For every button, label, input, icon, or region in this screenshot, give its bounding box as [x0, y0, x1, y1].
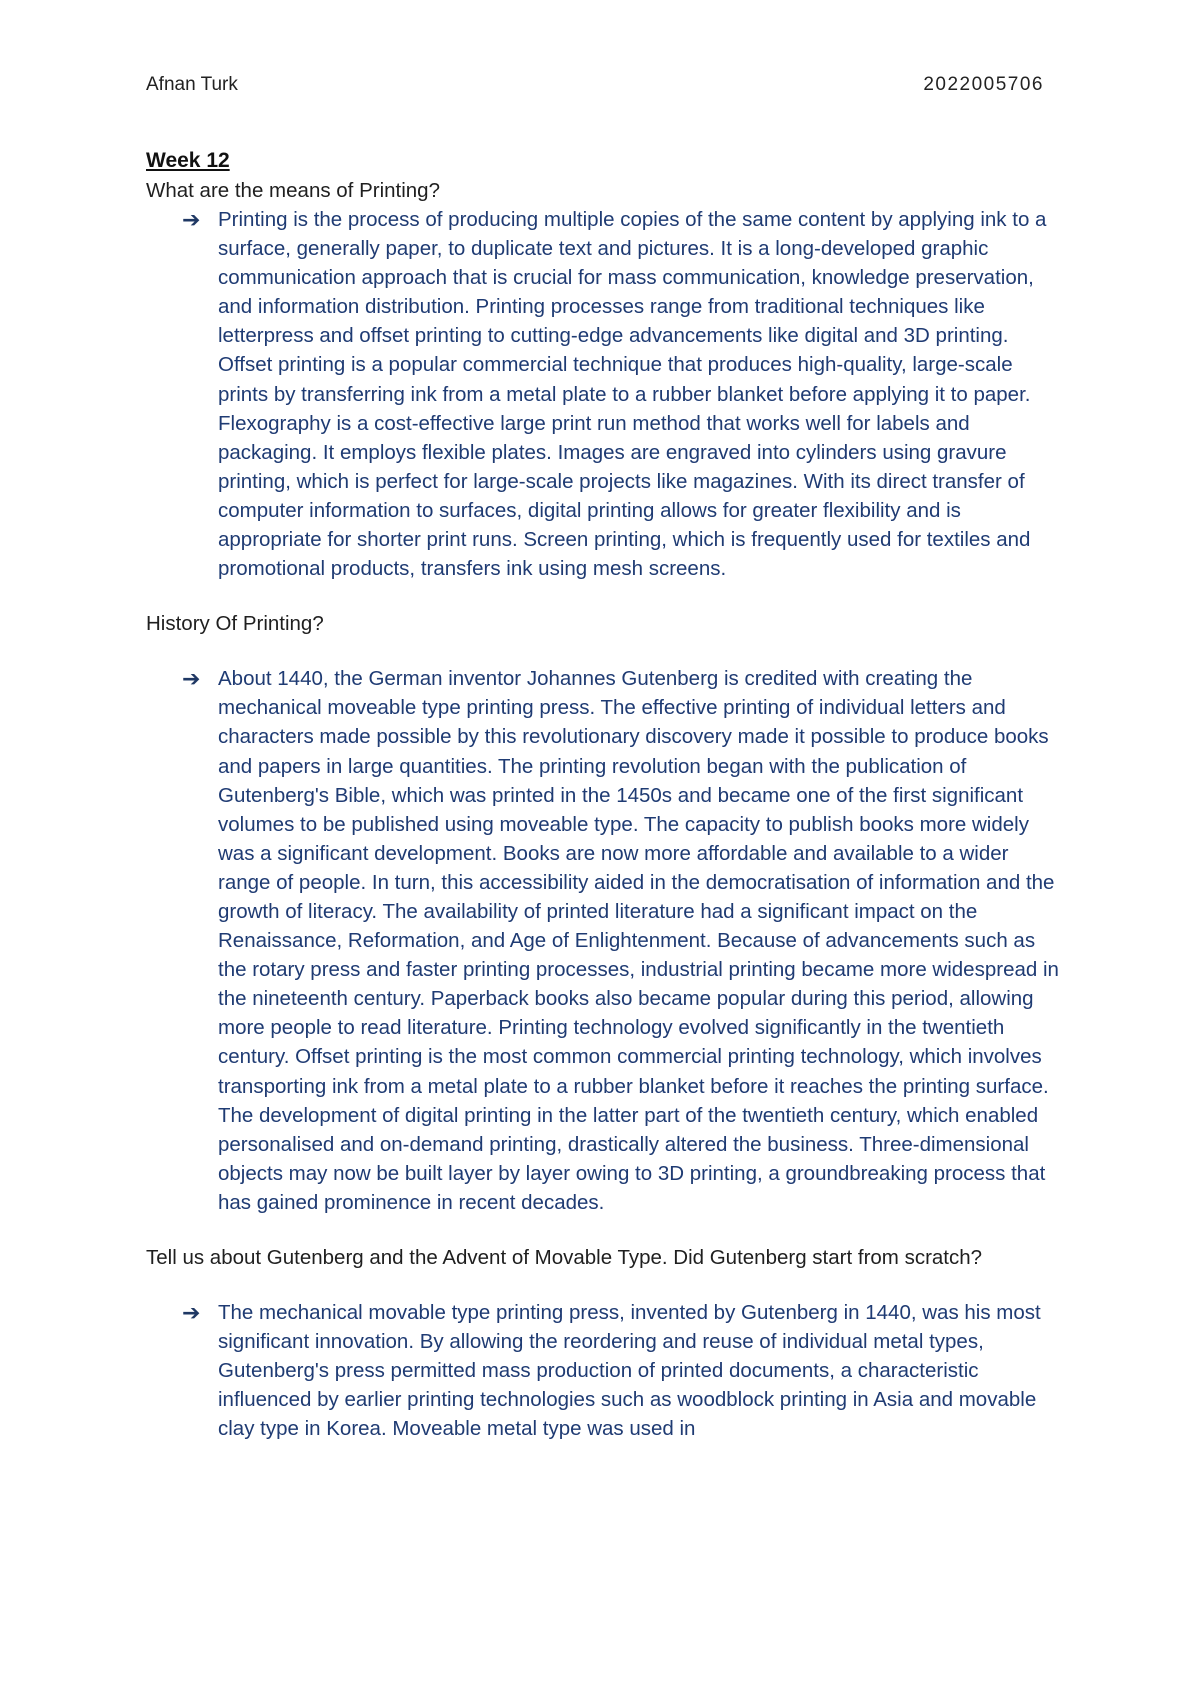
answer-3: The mechanical movable type printing press, invented by Gutenberg in 1440, was his most significant innovation. By allowing the reordering and reuse of individual metal types, Gutenberg's press permitted mass production of printed documents, a characteristic influenced by earlier printing technologies such as woodblock printing in Asia and movable clay type in Korea. Moveable metal type was used in [218, 1301, 1041, 1441]
right-arrow-icon: ➔ [182, 1300, 201, 1325]
header-author: Afnan Turk [146, 74, 238, 95]
right-arrow-icon: ➔ [182, 207, 201, 232]
answer-item-2 [146, 664, 1066, 1217]
question-2: History Of Printing? [146, 612, 324, 636]
header-student-id: 2022005706 [923, 74, 1044, 95]
week-title: Week 12 [146, 149, 230, 172]
answer-item-3 [146, 1298, 1066, 1443]
answer-item-1 [146, 205, 1066, 583]
answer-1: Printing is the process of producing multiple copies of the same content by applying ink to a surface, generally paper, to duplicate text and pictures. It is a long-developed graphic communication approach that is crucial for mass communication, knowledge preservation, and information distribution. Printing processes range from traditional techniques like letterpress and offset printing to cutting-edge advancements like digital and 3D printing. Offset printing is a popular commercial technique that produces high-quality, large-scale prints by transferring ink from a metal plate to a rubber blanket before applying it to paper. Flexography is a cost-effective large print run method that works well for labels and packaging. It employs flexible plates. Images are engraved into cylinders using gravure printing, which is perfect for large-scale projects like magazines. With its direct transfer of computer information to surfaces, digital printing allows for greater flexibility and is appropriate for shorter print runs. Screen printing, which is frequently used for textiles and promotional products, transfers ink using mesh screens. [218, 208, 1047, 581]
answer-2: About 1440, the German inventor Johannes Gutenberg is credited with creating the mechanical moveable type printing press. The effective printing of individual letters and characters made possible by this revolutionary discovery made it possible to produce books and papers in large quantities. The printing revolution began with the publication of Gutenberg's Bible, which was printed in the 1450s and became one of the first significant volumes to be published using moveable type. The capacity to publish books more widely was a significant development. Books are now more affordable and available to a wider range of people. In turn, this accessibility aided in the democratisation of information and the growth of literacy. The availability of printed literature had a significant impact on the Renaissance, Reformation, and Age of Enlightenment. Because of advancements such as the rotary press and faster printing processes, industrial printing became more widespread in the nineteenth century. Paperback books also became popular during this period, allowing more people to read literature. Printing technology evolved significantly in the twentieth century. Offset printing is the most common commercial printing technology, which involves transporting ink from a metal plate to a rubber blanket before it reaches the printing surface. The development of digital printing in the latter part of the twentieth century, which enabled personalised and on-demand printing, drastically altered the business. Three-dimensional objects may now be built layer by layer owing to 3D printing, a groundbreaking process that has gained prominence in recent decades. [218, 667, 1059, 1214]
right-arrow-icon: ➔ [182, 666, 201, 692]
document-body [146, 146, 1066, 1443]
question-3: Tell us about Gutenberg and the Advent of Movable Type. Did Gutenberg start from scratch? [146, 1246, 983, 1269]
question-1: What are the means of Printing? [146, 179, 440, 202]
